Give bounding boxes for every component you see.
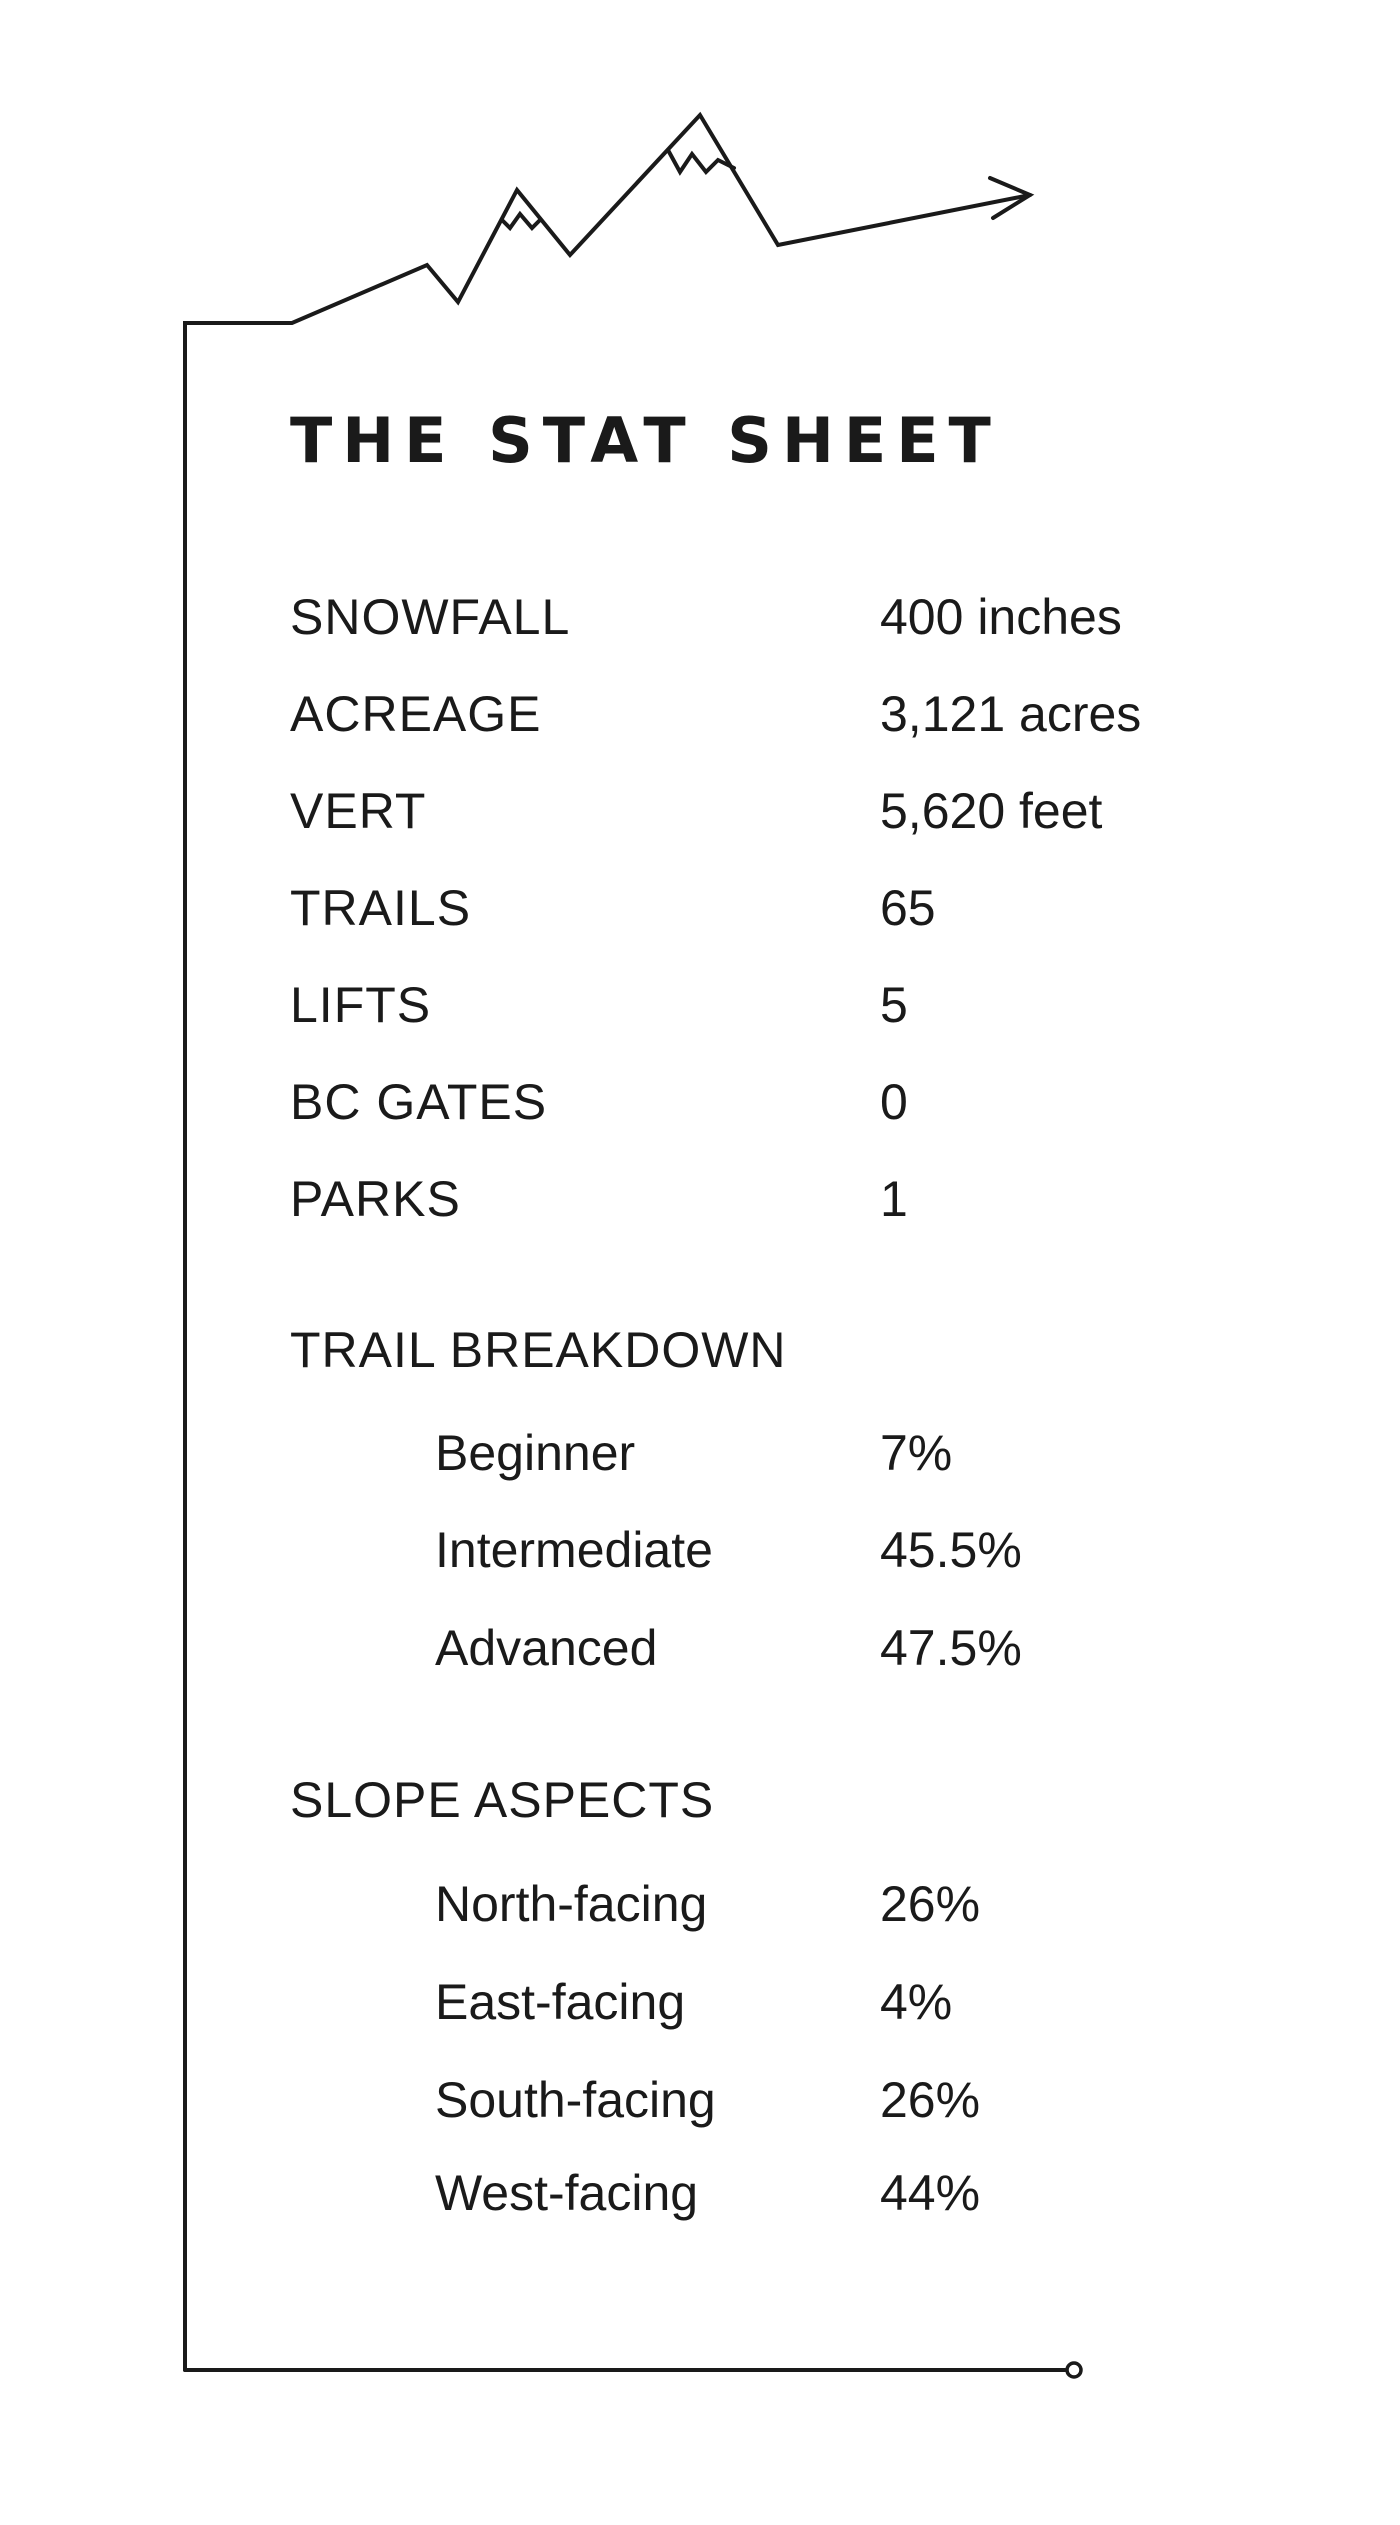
snow-cap-left: [502, 214, 540, 228]
stat-value: 0: [880, 1074, 908, 1130]
trail-breakdown-heading: TRAIL BREAKDOWN: [290, 1322, 787, 1378]
trail-row-beginner: [435, 1413, 1400, 1493]
stat-value: 65: [880, 880, 936, 936]
slope-value: 26%: [880, 1876, 981, 1932]
trail-value: 47.5%: [880, 1620, 1022, 1676]
slope-row-east: [435, 1962, 1400, 2042]
frame-end-dot-icon: [1067, 2363, 1081, 2377]
slope-value: 26%: [880, 2072, 981, 2128]
slope-label: West-facing: [435, 2165, 699, 2221]
stat-row-lifts: [290, 965, 1290, 1045]
stat-row-snowfall: [290, 577, 1290, 657]
stat-value: 400 inches: [880, 589, 1122, 645]
stat-value: 3,121 acres: [880, 686, 1142, 742]
slope-row-south: [435, 2060, 1400, 2140]
slope-label: North-facing: [435, 1876, 708, 1932]
stat-label: BC GATES: [290, 1074, 548, 1130]
stat-label: TRAILS: [290, 880, 472, 936]
stat-label: VERT: [290, 783, 427, 839]
slope-aspects-heading: SLOPE ASPECTS: [290, 1772, 715, 1828]
trail-row-intermediate: [435, 1510, 1400, 1590]
stat-label: ACREAGE: [290, 686, 542, 742]
stat-value: 5: [880, 977, 908, 1033]
stat-row-parks: [290, 1159, 1290, 1239]
slope-value: 4%: [880, 1974, 953, 2030]
trail-label: Intermediate: [435, 1522, 713, 1578]
trail-label: Advanced: [435, 1620, 658, 1676]
stat-row-trails: [290, 868, 1290, 948]
stat-row-bc-gates: [290, 1062, 1290, 1142]
trail-label: Beginner: [435, 1425, 636, 1481]
page-title: THE STAT SHEET: [290, 404, 1001, 477]
trail-value: 7%: [880, 1425, 953, 1481]
stat-label: PARKS: [290, 1171, 461, 1227]
slope-label: South-facing: [435, 2072, 716, 2128]
stat-label: SNOWFALL: [290, 589, 571, 645]
stat-row-vert: [290, 771, 1290, 851]
slope-label: East-facing: [435, 1974, 686, 2030]
stat-row-acreage: [290, 674, 1290, 754]
stat-value: 1: [880, 1171, 908, 1227]
slope-row-west: [435, 2153, 1400, 2233]
slope-row-north: [435, 1864, 1400, 1944]
stat-value: 5,620 feet: [880, 783, 1103, 839]
trail-row-advanced: [435, 1608, 1400, 1688]
stat-label: LIFTS: [290, 977, 432, 1033]
slope-value: 44%: [880, 2165, 981, 2221]
trail-value: 45.5%: [880, 1522, 1022, 1578]
